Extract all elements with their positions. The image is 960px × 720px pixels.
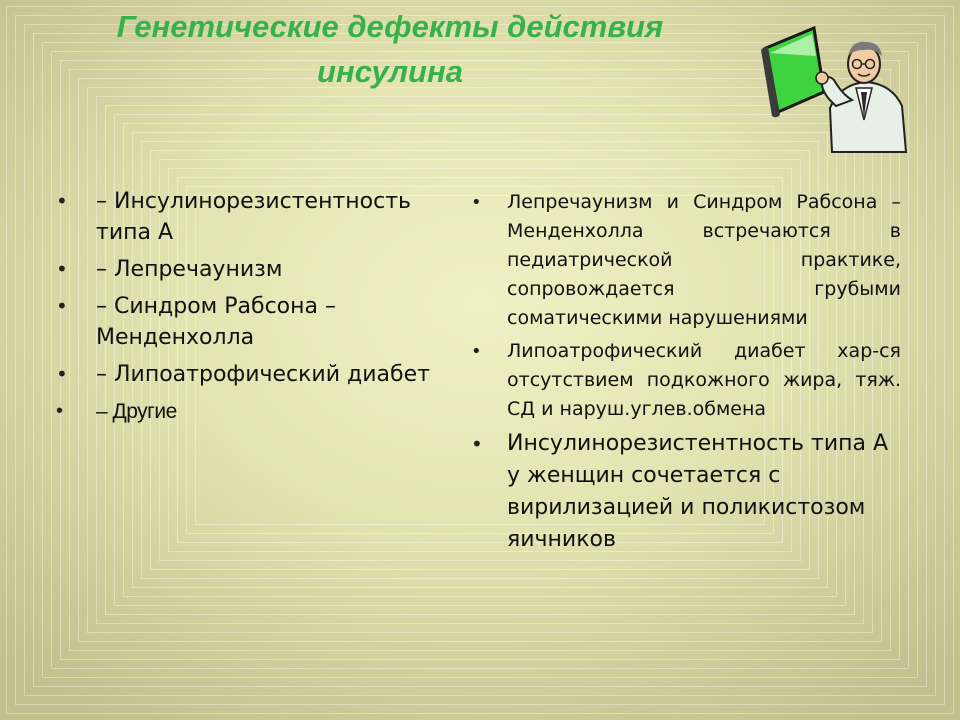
right-bullet-list <box>507 188 901 556</box>
left-list-item: • – Инсулинорезистентность типа А <box>96 186 451 248</box>
left-list-item: • – Липоатрофический диабет <box>96 359 451 390</box>
right-list-item: • Инсулинорезистентность типа А у женщин сочетается с вирилизацией и поликистозом яичников <box>507 428 901 556</box>
left-list-item: • – Лепречаунизм <box>96 254 451 285</box>
title-line-2: инсулина <box>317 54 463 89</box>
left-bullet-list <box>96 186 451 433</box>
right-list-item: • Лепречаунизм и Синдром Рабсона – Менденхолла встречаются в педиатрической практике, сопровождается грубыми соматическими нарушениями <box>507 188 901 333</box>
right-list-item: • Липоатрофический диабет хар-ся отсутствием подкожного жира, тяж. СД и наруш.углев.обмена <box>507 337 901 424</box>
left-list-item: • – Синдром Рабсона – Менденхолла <box>96 291 451 353</box>
slide-title <box>40 4 740 94</box>
teacher-with-pointer-icon <box>760 20 910 158</box>
left-list-item: • – Другие <box>96 396 451 427</box>
title-line-1: Генетические дефекты действия <box>116 9 664 44</box>
